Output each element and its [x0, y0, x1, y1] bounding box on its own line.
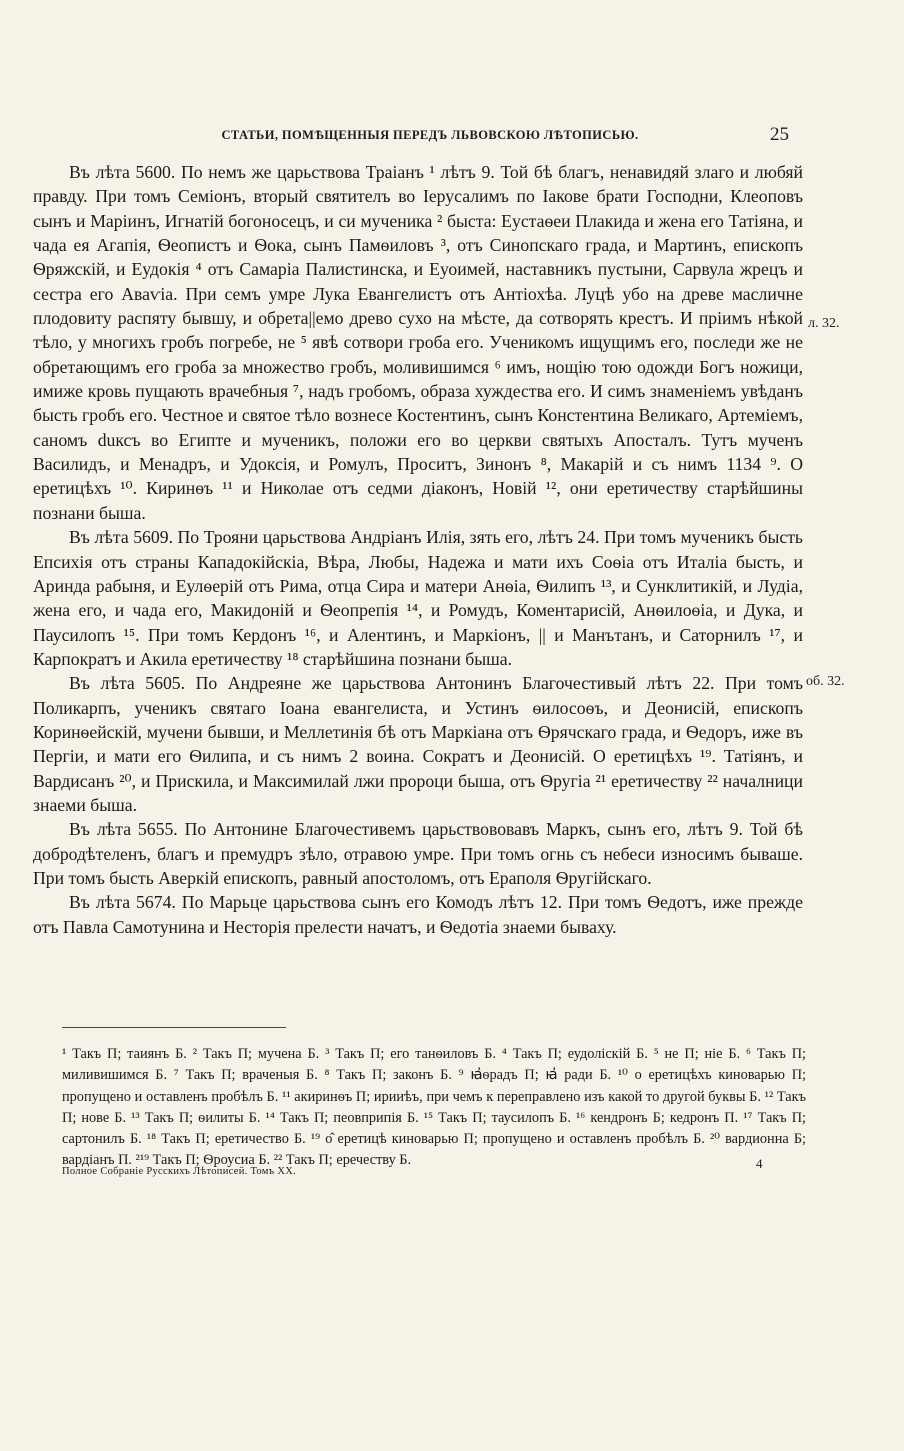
- page-number: 25: [770, 124, 789, 145]
- running-header: СТАТЬИ, ПОМѢЩЕННЫЯ ПЕРЕДЪ ЛЬВОВСКОЮ ЛѢТОПИСЬЮ.: [221, 128, 639, 142]
- footer-series-title: Полное Собраніе Русскихъ Лѣтописей. Томъ XX.: [62, 1166, 297, 1177]
- paragraph-5609: Въ лѣта 5609. По Трояни царьствова Андріанъ Илія, зять его, лѣтъ 24. При томъ мученикъ бысть Епсихія отъ страны Кападокійскіа, Вѣра, Любы, Надежа и мати ихъ Соѳіа отъ Италіа бысть, и Аринда рабыня, и Еулѳерій отъ Рима, отца Сира и матери Анѳіа, Ѳилипъ ¹³, и Сунклитикій, и Лудіа, жена его, и чада его, Макидоній и Ѳеопрепія ¹⁴, и Ромудъ, Коментарисій, Анѳилоѳіа, и Дука, и Паусилопъ ¹⁵. При томъ Кердонъ ¹⁶, и Алентинъ, и Маркіонъ, || и Манътанъ, и Саторнилъ ¹⁷, и Карпократъ и Акила еретичеству ¹⁸ старѣйшина познани быша.: [33, 527, 803, 669]
- footnotes: ¹ Такъ П; таиянъ Б. ² Такъ П; мучена Б. ³ Такъ П; его танѳиловъ Б. ⁴ Такъ П; еудоліскій Б. ⁵ не П; ніе Б. ⁶ Такъ П; миливишимся Б. ⁷ Такъ П; враченыя Б. ⁸ Такъ П; законъ Б. ⁹ ꙗ҆ѳрадъ П; ꙗ҆ ради Б. ¹⁰ о еретицѣхъ киноварью П; пропущено и оставленъ пробѣлъ Б. ¹¹ акиринѳъ П; ирииѣъ, при чемъ к переправлено изъ какой то другой буквы Б. ¹² Такъ П; нове Б. ¹³ Такъ П; ѳилиты Б. ¹⁴ Такъ П; пеовприпія Б. ¹⁵ Такъ П; таусилопъ Б. ¹⁶ кендронъ Б; кедронъ П. ¹⁷ Такъ П; сартонилъ Б. ¹⁸ Такъ П; еретичество Б. ¹⁹ о̂ еретицѣ киноварью П; пропущено и оставленъ пробѣлъ Б. ²⁰ вардионна Б; вардіанъ П. ²¹⁹ Такъ П; Ѳроусиа Б. ²² Такъ П; еречеству Б.: [62, 1046, 806, 1169]
- paragraph-5655: Въ лѣта 5655. По Антонине Благочестивемъ царьствововавъ Маркъ, сынъ его, лѣтъ 9. Той бѣ добродѣтеленъ, благъ и премудръ зѣло, отравою умре. При томъ огнь съ небеси износимъ бываше. При томъ бысть Аверкій епископъ, равный апостоломъ, отъ Ераполя Ѳругійскаго.: [33, 819, 803, 888]
- signature-mark: 4: [756, 1156, 763, 1171]
- main-text: [33, 160, 803, 939]
- paragraph-5674: Въ лѣта 5674. По Марьце царьствова сынъ его Комодъ лѣтъ 12. При томъ Ѳедотъ, иже прежде отъ Павла Самотунина и Несторія прелести начатъ, и Ѳедотіа знаеми бываху.: [33, 892, 803, 937]
- paragraph-5600: Въ лѣта 5600. По немъ же царьствова Траіанъ ¹ лѣтъ 9. Той бѣ благъ, ненавидяй злаго и любяй правду. При томъ Семіонъ, вторый святителъ во Іерусалимъ по Іакове брати Господни, Клеоповъ сынъ и Маріинъ, Игнатій богоносецъ, и си мученика ² быста: Еустаѳеи Плакида и жена его Татіяна, и чада ея Агапія, Ѳеопистъ и Ѳока, сынъ Памѳиловъ ³, отъ Синопскаго града, и Мартинъ, епископъ Ѳряжскій, и Еудокія ⁴ отъ Самаріа Палистинска, и Еуоимей, наставникъ пустыни, Сарвула жрецъ и сестра его Аваѵіа. При семъ умре Лука Евангелистъ отъ Антіохѣа. Луцѣ убо на древе масличне плодовиту распяту бывшу, и обрета||емо древо сухо на мѣсте, да сотворять крестъ. И пріимъ нѣкой тѣло, у многихъ гробъ погребе, не ⁵ явѣ сотвори гроба его. Ученикомъ ищущимъ его, последи же не обретающимъ его гроба за множество гробъ, моливишимся ⁶ имъ, нощію тою одожди Богъ ножици, имиже кровь пущають врачебныя ⁷, надъ гробомъ, образа хуждества его. И симъ знаменіемъ увѣданъ бысть гробъ его. Честное и святое тѣло вознесе Костентинъ, сынъ Констентина Великаго, Артеміемъ, саномъ duксъ во Египте и мученикъ, положи его во церкви святыхъ Апосталъ. Тутъ мученъ Василидъ, и Менадръ, и Удоксія, и Ромулъ, Проситъ, Зинонъ ⁸, Макарій и съ нимъ 1134 ⁹. О еретицѣхъ ¹⁰. Киринѳъ ¹¹ и Николае отъ седми діаконъ, Новій ¹², они еретичеству старѣйшины познани быша.: [33, 162, 803, 523]
- footnote-divider: [62, 1027, 286, 1028]
- margin-note-folio-verso: об. 32.: [806, 674, 845, 689]
- paragraph-5605: Въ лѣта 5605. По Андреяне же царьствова Антонинъ Благочестивый лѣтъ 22. При томъ Поликарпъ, ученикъ святаго Іоана евангелиста, и Устинъ ѳилосоѳъ, и Деонисій, епископъ Коринѳейскій, мучени бывши, и Меллетинія бѣ отъ Маркіана отъ Ѳрячскаго града, и Ѳедоръ, иже въ Пергіи, и мати его Ѳилипа, и съ нимъ 2 воина. Сократъ и Деонисій. О еретицѣхъ ¹⁹. Татіянъ, и Вардисанъ ²⁰, и Прискила, и Максимилай лжи пророци быша, отъ Ѳругіа ²¹ еретичеству ²² началници знаеми быша.: [33, 673, 803, 815]
- margin-note-folio: л. 32.: [808, 316, 840, 331]
